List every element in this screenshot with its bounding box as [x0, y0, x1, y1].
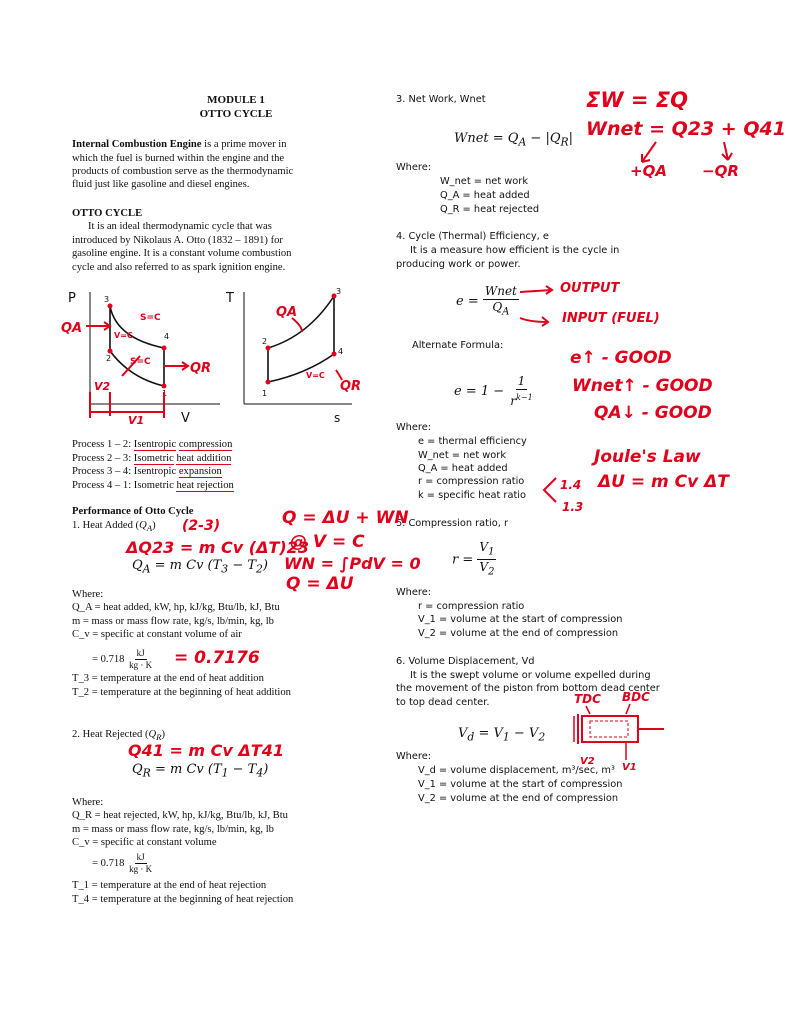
hand-q41: Q41 = m Cv ΔT41	[128, 741, 284, 760]
piston-sketch	[560, 692, 670, 772]
ts-xlabel: s	[334, 411, 341, 425]
alt-formula-label: Alternate Formula:	[412, 340, 504, 351]
hand-v1-label: V1	[622, 762, 637, 773]
process-item: Process 1 – 2: Isentropic compression	[72, 439, 233, 450]
net-work-formula: Wnet = $Q_A - |Q_R|$	[454, 131, 574, 149]
def-line: V_2 = volume at the end of compression	[418, 793, 619, 804]
hand-dq23: ΔQ23 = m Cv (ΔT)23	[126, 538, 309, 557]
where-label: Where:	[396, 587, 432, 598]
heat-added-formula: $Q_A = m$ Cv $(T_3 - T_2)$	[132, 558, 268, 576]
hand-bracket	[540, 476, 560, 506]
displacement-desc: It is the swept volume or volume expelled during	[410, 670, 651, 681]
def-line: V_d = volume displacement, m³/sec, m³	[418, 765, 615, 776]
otto-line: It is an ideal thermodynamic cycle that was	[88, 221, 272, 232]
displacement-heading: 6. Volume Displacement, Vd	[396, 656, 535, 667]
pv-qa-label: QA	[61, 321, 83, 336]
pv-sc-label-2: S=C	[130, 357, 151, 367]
svg-text:2: 2	[262, 337, 268, 346]
def-line: T_1 = temperature at the end of heat rejection	[72, 880, 267, 891]
svg-text:1: 1	[162, 389, 168, 398]
def-line: e = thermal efficiency	[418, 436, 527, 447]
efficiency-desc: producing work or power.	[396, 259, 521, 270]
svg-text:1: 1	[262, 389, 268, 398]
def-line: V_1 = volume at the start of compression	[418, 779, 623, 790]
hand-minus-qr: −QR	[702, 162, 739, 180]
hand-k13: 1.3	[562, 500, 584, 514]
pv-v2-label: V2	[94, 380, 111, 393]
efficiency-desc: It is a measure how efficient is the cycle in	[410, 245, 620, 256]
def-line: r = compression ratio	[418, 601, 525, 612]
def-line: T_3 = temperature at the end of heat addition	[72, 673, 264, 684]
def-line: k = specific heat ratio	[418, 490, 527, 501]
hand-bdc-label: BDC	[622, 690, 650, 704]
intro-line: which the fuel is burned within the engine and the	[72, 153, 285, 164]
def-line: Q_A = heat added	[440, 190, 530, 201]
intro-line: fluid just like gasoline and diesel engines.	[72, 179, 250, 190]
pv-xlabel: V	[181, 411, 190, 426]
pv-qr-label: QR	[190, 361, 212, 376]
heat-rejected-heading: 2. Heat Rejected $(Q_R)$	[72, 729, 166, 743]
otto-line: introduced by Nikolaus A. Otto (1832 – 1891) for	[72, 235, 283, 246]
hand-arrows	[620, 140, 760, 166]
hand-efficiency-arrows	[518, 284, 558, 330]
def-line: m = mass or mass flow rate, kg/s, lb/min, kg, lb	[72, 824, 274, 835]
hand-wnet-eq: Wnet = Q23 + Q41	[586, 118, 786, 140]
where-label: Where:	[72, 589, 104, 600]
hand-wnet-good: Wnet↑ - GOOD	[572, 376, 713, 396]
compression-heading: 5. Compression ratio, r	[396, 518, 508, 529]
pv-diagram	[60, 286, 230, 426]
hand-qa-good: QA↓ - GOOD	[594, 403, 712, 423]
net-work-heading: 3. Net Work, Wnet	[396, 94, 486, 105]
displacement-desc: the movement of the piston from bottom dead center	[396, 683, 660, 694]
cycle-title: OTTO CYCLE	[199, 108, 273, 120]
hand-v2-label: V2	[580, 756, 595, 767]
ts-qa-label: QA	[276, 305, 298, 320]
svg-text:2: 2	[106, 354, 112, 363]
hand-cv: = 0.7176	[174, 648, 260, 668]
ts-vc-label: V=C	[306, 371, 325, 380]
def-line: C_v = specific at constant volume of air	[72, 629, 242, 640]
performance-heading: Performance of Otto Cycle	[72, 506, 194, 517]
hand-at-vc: @ V = C	[290, 532, 365, 552]
hand-input: INPUT (FUEL)	[562, 311, 660, 326]
displacement-desc: to top dead center.	[396, 697, 490, 708]
svg-text:4: 4	[164, 332, 170, 341]
process-item: Process 3 – 4: Isentropic expansion	[72, 466, 222, 477]
where-label: Where:	[72, 797, 104, 808]
hand-q23-tag: (2-3)	[182, 518, 221, 534]
cv-value: = 0.718 $\frac{kJ}{kg \cdot K}$	[92, 852, 153, 874]
alt-formula: e = 1 − $\frac{1}{r^{k-1}}$	[454, 374, 533, 408]
hand-du: ΔU = m Cv ΔT	[598, 472, 729, 492]
process-item: Process 2 – 3: Isometric heat addition	[72, 453, 232, 464]
efficiency-formula: e = $\frac{\text{Wnet}}{Q_A}$	[456, 284, 517, 318]
def-line: Q_A = heat added, kW, hp, kJ/kg, Btu/lb, kJ, Btu	[72, 602, 280, 613]
def-line: V_2 = volume at the end of compression	[418, 628, 619, 639]
hand-k14: 1.4	[560, 478, 582, 492]
heat-added-heading: 1. Heat Added $(Q_A)$	[72, 520, 156, 534]
def-line: r = compression ratio	[418, 476, 525, 487]
otto-heading: OTTO CYCLE	[72, 208, 143, 219]
pv-v1-label: V1	[128, 414, 145, 427]
hand-q-du: Q = ΔU	[286, 574, 354, 594]
def-line: V_1 = volume at the start of compression	[418, 614, 623, 625]
hand-tdc-label: TDC	[574, 692, 601, 706]
module-title: MODULE 1	[207, 94, 265, 106]
hand-plus-qa: +QA	[630, 162, 667, 180]
intro-line: products of combustion serve as the thermodynamic	[72, 166, 294, 177]
hand-joule: Joule's Law	[594, 447, 701, 467]
svg-text:3: 3	[336, 287, 342, 296]
def-line: Q_R = heat rejected	[440, 204, 540, 215]
hand-e-good: e↑ - GOOD	[570, 348, 672, 368]
otto-line: gasoline engine. It is a constant volume combustion	[72, 248, 292, 259]
def-line: T_2 = temperature at the beginning of heat addition	[72, 687, 291, 698]
hand-output: OUTPUT	[560, 281, 620, 296]
ts-ylabel: T	[226, 291, 234, 306]
efficiency-heading: 4. Cycle (Thermal) Efficiency, e	[396, 231, 549, 242]
compression-formula: r = $\frac{V_1}{V_2}$	[452, 540, 495, 578]
def-line: C_v = specific at constant volume	[72, 837, 217, 848]
svg-text:4: 4	[338, 347, 344, 356]
hand-sum-w: ΣW = ΣQ	[586, 88, 688, 112]
def-line: m = mass or mass flow rate, kg/s, lb/min, kg, lb	[72, 616, 274, 627]
intro-text: is a prime mover in	[201, 139, 287, 150]
def-line: W_net = net work	[418, 450, 506, 461]
ts-qr-label: QR	[340, 379, 362, 394]
heat-rejected-formula: $Q_R = m$ Cv $(T_1 - T_4)$	[132, 762, 269, 780]
where-label: Where:	[396, 162, 432, 173]
def-line: W_net = net work	[440, 176, 528, 187]
intro-term: Internal Combustion Engine	[72, 139, 202, 150]
pv-ylabel: P	[68, 291, 76, 306]
process-item: Process 4 – 1: Isometric heat rejection	[72, 480, 234, 491]
pv-sc-label: S=C	[140, 313, 161, 323]
def-line: T_4 = temperature at the beginning of heat rejection	[72, 894, 294, 905]
ts-diagram	[222, 286, 362, 426]
hand-wn-eq: WN = ∫PdV = 0	[284, 554, 421, 573]
where-label: Where:	[396, 751, 432, 762]
displacement-formula: $V_d = V_1 - V_2$	[458, 726, 546, 744]
where-label: Where:	[396, 422, 432, 433]
hand-q-eq: Q = ΔU + WN	[282, 508, 409, 528]
pv-vc-label: V=C	[114, 331, 133, 340]
cv-value: = 0.718 $\frac{kJ}{kg \cdot K}$	[92, 648, 153, 670]
otto-line: cycle and also referred to as spark ignition engine.	[72, 262, 286, 273]
def-line: Q_R = heat rejected, kW, hp, kJ/kg, Btu/lb, kJ, Btu	[72, 810, 288, 821]
svg-text:3: 3	[104, 295, 110, 304]
def-line: Q_A = heat added	[418, 463, 508, 474]
